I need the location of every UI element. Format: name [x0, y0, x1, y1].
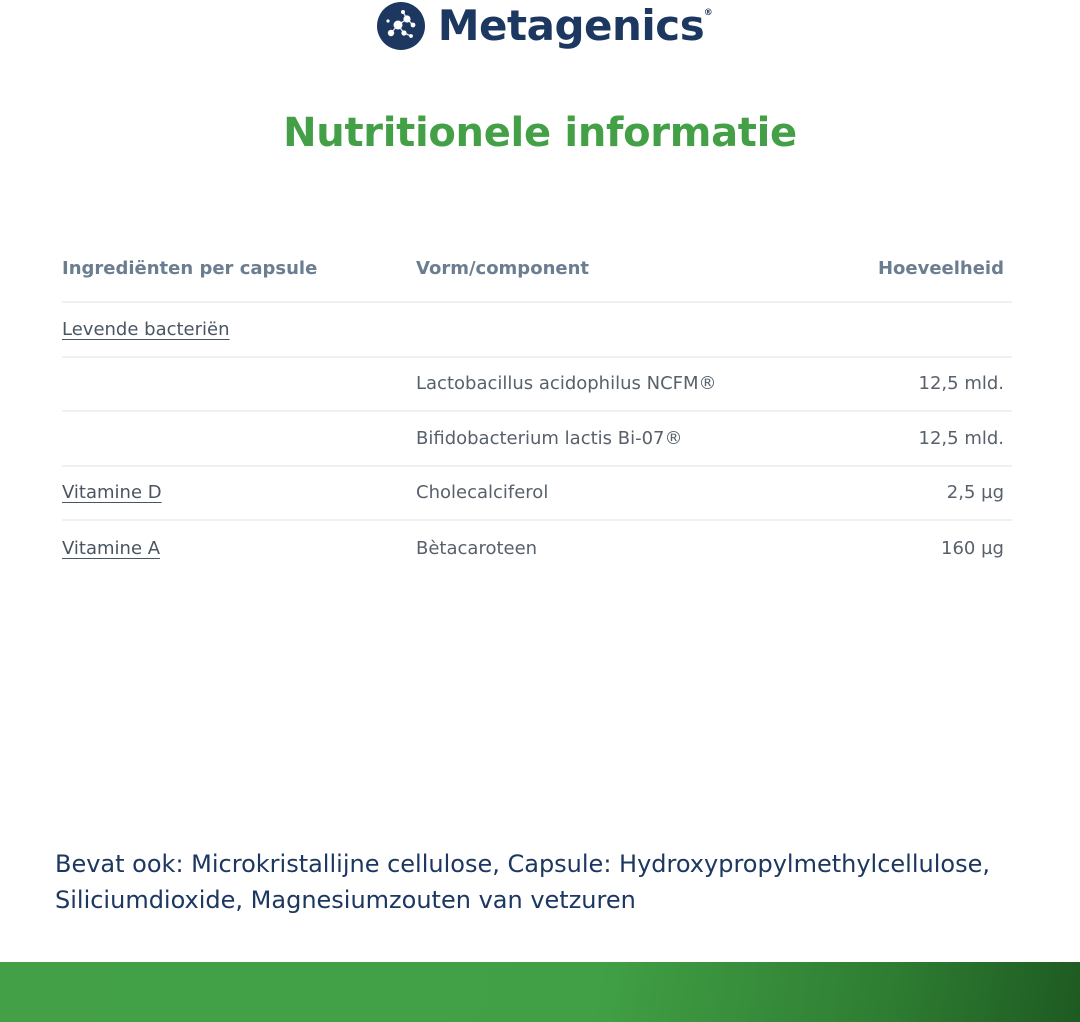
header-form: Vorm/component — [416, 258, 590, 279]
ingredient-link-vitamine-d[interactable]: Vitamine D — [62, 482, 162, 504]
header-ingredient: Ingrediënten per capsule — [62, 258, 318, 279]
form-cell: Bifidobacterium lactis Bi-07® — [416, 427, 683, 449]
header-amount: Hoeveelheid — [877, 258, 1004, 279]
amount-cell: 160 µg — [941, 537, 1004, 559]
table-row — [62, 412, 1012, 467]
note-line-1: Bevat ook: Microkristallijne cellulose, Capsule: Hydroxypropylmethylcellulose, — [55, 850, 990, 878]
molecule-logo-icon — [376, 1, 426, 51]
table-header-row — [62, 236, 1012, 303]
registered-mark: ® — [703, 8, 713, 18]
form-cell: Cholecalciferol — [416, 482, 549, 504]
ingredient-link-vitamine-a[interactable]: Vitamine A — [62, 537, 161, 559]
note-line-2: Siliciumdioxide, Magnesiumzouten van vetzuren — [55, 886, 636, 914]
footer-gradient-bar — [0, 962, 1080, 1022]
additional-ingredients-note — [55, 846, 1045, 918]
ingredient-link-levende-bacterien[interactable]: Levende bacteriën — [62, 318, 230, 340]
page-title: Nutritionele informatie — [283, 110, 797, 156]
brand-name: Metagenics ® — [437, 1, 713, 50]
amount-cell: 2,5 µg — [946, 482, 1004, 504]
form-cell: Bètacaroteen — [416, 537, 538, 559]
amount-cell: 12,5 mld. — [918, 373, 1004, 395]
nutrition-table — [62, 236, 1012, 576]
brand-logo[interactable] — [0, 0, 1080, 52]
table-row — [62, 521, 1012, 576]
amount-cell: 12,5 mld. — [918, 427, 1004, 449]
form-cell: Lactobacillus acidophilus NCFM® — [416, 373, 717, 395]
table-row — [62, 303, 1012, 358]
table-row — [62, 358, 1012, 413]
table-row — [62, 467, 1012, 522]
